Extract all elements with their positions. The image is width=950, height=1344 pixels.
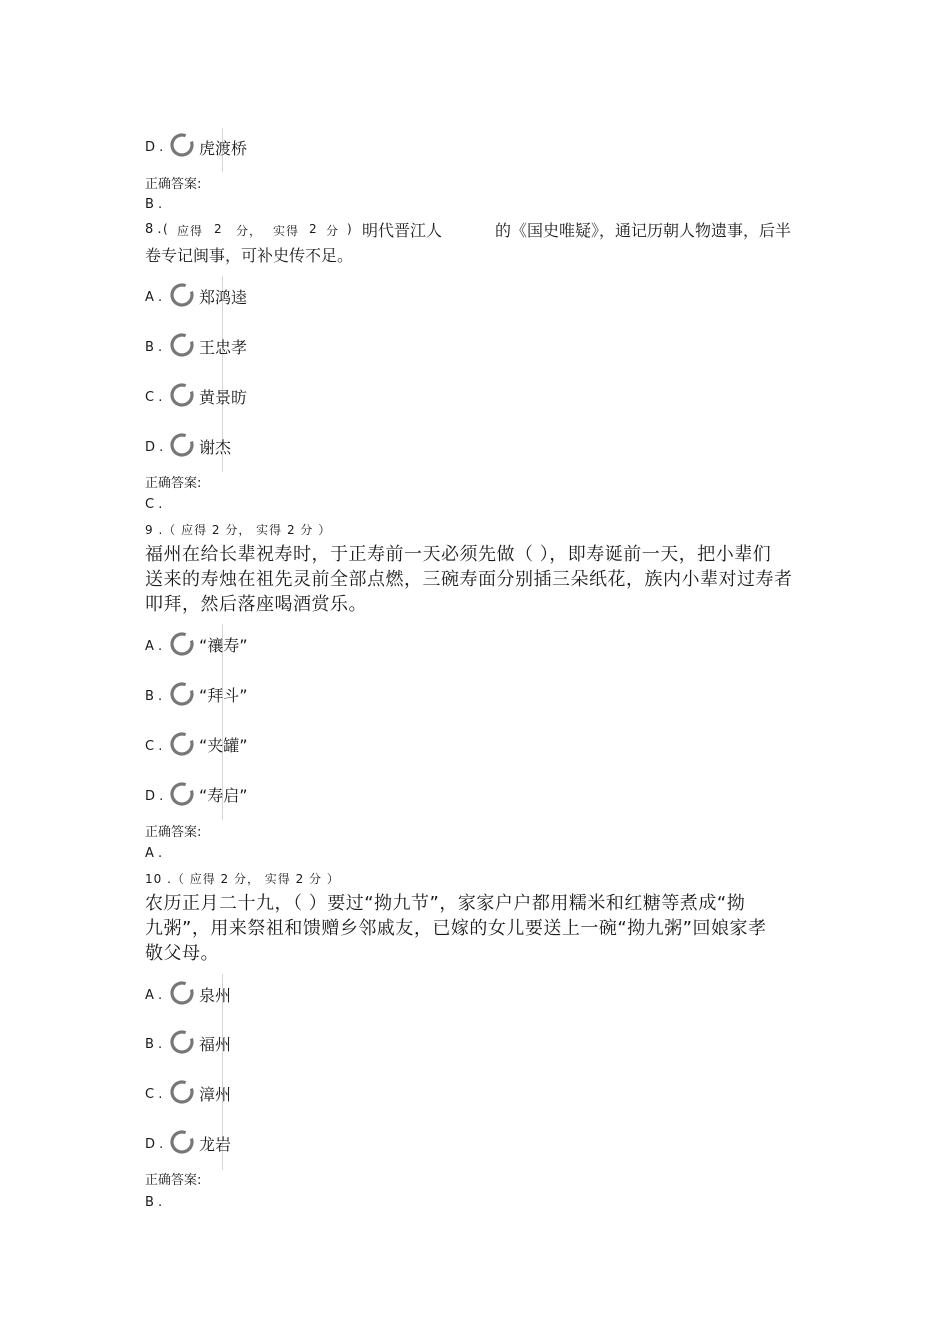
radio-button[interactable] (169, 631, 195, 657)
radio-button[interactable] (169, 1079, 195, 1105)
question-stem: 农历正月二十九，（ ）要过“拗九节”，家家户户都用糯米和红糖等煮成“拗 (145, 893, 746, 914)
radio-button[interactable] (169, 781, 195, 807)
answer-label: 正确答案: (145, 825, 202, 840)
option-letter: B . (145, 689, 163, 704)
meta-unit: 分 (326, 224, 340, 238)
option-letter: D . (145, 789, 164, 804)
radio-button[interactable] (169, 731, 195, 757)
answer-label: 正确答案: (145, 177, 202, 192)
option-letter: A . (145, 639, 163, 654)
question-header: 9 .（ 应得 2 分， 实得 2 分 ） (145, 523, 332, 537)
answer-value: B . (145, 197, 163, 212)
option-text: 谢杰 (199, 438, 232, 457)
meta-earned-label: 应得 (177, 224, 204, 238)
answer-value: C . (145, 497, 163, 512)
radio-button[interactable] (169, 1029, 195, 1055)
option-text: “寿启” (199, 786, 248, 805)
radio-button[interactable] (169, 132, 195, 158)
option-letter: A . (145, 290, 163, 305)
radio-button[interactable] (169, 432, 195, 458)
option-text: “拜斗” (199, 686, 248, 705)
radio-button[interactable] (169, 282, 195, 308)
option-letter: D . (145, 1137, 164, 1152)
option-letter: B . (145, 340, 163, 355)
option-text: 漳州 (199, 1085, 232, 1104)
meta-unit: 分， (236, 224, 263, 238)
answer-label: 正确答案: (145, 476, 202, 491)
question-stem: 九粥”，用来祭祖和馈赠乡邻戚友，已嫁的女儿要送上一碗“拗九粥”回娘家孝 (145, 918, 767, 939)
question-number: 8 . (145, 222, 162, 237)
meta-actual: 2 (309, 222, 318, 236)
option-text: 虎渡桥 (199, 139, 248, 158)
answer-label: 正确答案: (145, 1173, 202, 1188)
radio-button[interactable] (169, 382, 195, 408)
question-stem: 送来的寿烛在祖先灵前全部点燃，三碗寿面分别插三朵纸花，族内小辈对过寿者 (145, 569, 793, 590)
option-text: 郑鸿逵 (199, 288, 248, 307)
meta-actual-label: 实得 (273, 224, 300, 238)
option-text: “夹罐” (199, 736, 248, 755)
question-stem: 卷专记闽事，可补史传不足。 (145, 246, 354, 265)
question-header: 10 .（ 应得 2 分， 实得 2 分 ） (145, 872, 340, 886)
question-stem: 敬父母。 (145, 943, 219, 964)
radio-button[interactable] (169, 1129, 195, 1155)
question-stem: 福州在给长辈祝寿时，于正寿前一天必须先做（ ），即寿诞前一天，把小辈们 (145, 544, 772, 565)
option-letter: C . (145, 1087, 163, 1102)
option-text: 王忠孝 (199, 338, 248, 357)
question-stem: 的《国史唯疑》，通记历朝人物遗事，后半 (495, 221, 792, 240)
radio-button[interactable] (169, 980, 195, 1006)
option-letter: A . (145, 988, 163, 1003)
option-text: 黄景昉 (199, 388, 248, 407)
option-letter: D . (145, 140, 164, 155)
option-letter: C . (145, 739, 163, 754)
meta-earned: 2 (214, 222, 223, 236)
option-letter: D . (145, 440, 164, 455)
answer-value: A . (145, 846, 163, 861)
answer-value: B . (145, 1195, 163, 1210)
option-letter: C . (145, 390, 163, 405)
option-text: 福州 (199, 1035, 232, 1054)
radio-button[interactable] (169, 332, 195, 358)
option-letter: B . (145, 1037, 163, 1052)
radio-button[interactable] (169, 681, 195, 707)
question-stem: 叩拜，然后落座喝酒赏乐。 (145, 594, 367, 615)
meta-open: ( (163, 222, 169, 236)
option-text: “禳寿” (199, 636, 248, 655)
option-text: 泉州 (199, 986, 232, 1005)
question-stem: 明代晋江人 (362, 221, 443, 240)
option-text: 龙岩 (199, 1135, 232, 1154)
meta-close: ) (347, 222, 353, 236)
